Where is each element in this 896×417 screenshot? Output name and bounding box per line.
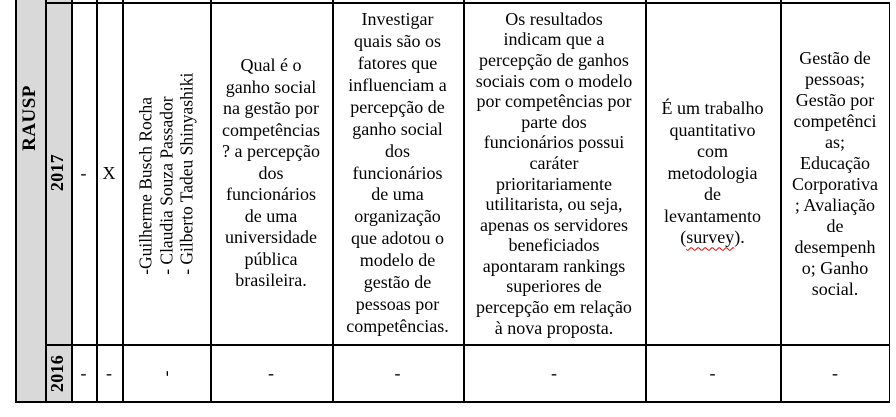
cell-2016-dash-4 — [210, 345, 332, 401]
cell-2016-dash-1 — [71, 345, 96, 401]
authors-rotated-block — [135, 72, 197, 274]
table-border-top — [45, 2, 890, 4]
cell-year-2017 — [45, 0, 71, 344]
cell-2017-authors — [122, 2, 210, 345]
cell-2017-dash-mark — [71, 2, 96, 345]
table-border-vertical — [780, 0, 782, 403]
table-border-vertical — [645, 0, 647, 403]
table-border-vertical — [463, 0, 465, 403]
methodology-text: É um trabalho quantitativo com metodologia de levantamento (survey). — [661, 98, 764, 248]
cell-journal — [15, 0, 45, 401]
dash-mark: - — [80, 163, 87, 183]
dash-mark: - — [80, 362, 87, 383]
cell-2016-dash-7 — [645, 345, 780, 401]
cell-2016-dash-5 — [332, 345, 463, 401]
table-border-vertical — [96, 0, 98, 403]
cell-2016-authors-dash — [122, 345, 210, 401]
table-border-vertical — [889, 2, 891, 403]
cell-2016-dash-2 — [96, 345, 122, 401]
dash-mark: - — [268, 362, 274, 383]
rotated-dash-mark: - — [155, 370, 176, 376]
objective-text: Investigar quais são os fatores que influenciam a percepção de ganho social dos funcionários de uma organização que adotou o modelo de gestão de pessoas por competências. — [346, 9, 449, 336]
authors-list: -Guilherme Busch Rocha - Claudia Souza Passador - Gilberto Tadeu Shinyashiki — [135, 72, 197, 275]
table-border-vertical — [332, 0, 334, 403]
journal-label: RAUSP — [19, 85, 40, 151]
dash-mark: - — [394, 362, 401, 383]
table-border-vertical — [122, 0, 124, 403]
dash-mark: - — [551, 362, 557, 383]
research-question-text: Qual é o ganho social na gestão por competências ? a percepção dos funcionários de uma universidade pública brasileira. — [222, 55, 320, 291]
cell-2017-research-question — [210, 2, 332, 345]
cell-2017-objective — [332, 2, 463, 345]
table-row-separator — [45, 344, 890, 346]
cell-2017-methodology — [645, 2, 780, 345]
dash-mark: - — [709, 362, 716, 383]
year-2016-label: 2016 — [47, 354, 68, 392]
table-border-vertical — [15, 0, 17, 403]
x-mark: X — [102, 163, 116, 183]
year-2017-label: 2017 — [47, 153, 68, 191]
table-border-vertical — [210, 0, 212, 403]
cell-2017-keywords — [780, 2, 890, 345]
cell-2017-results — [463, 2, 645, 345]
table-border-bottom — [15, 401, 890, 404]
table-border-vertical — [71, 0, 73, 403]
dash-mark: - — [832, 362, 838, 383]
keywords-text: Gestão de pessoas; Gestão por competênci as; Educação Corporativa ; Avaliação de desempenh o; Ganho social. — [792, 47, 878, 299]
cell-2016-dash-6 — [463, 345, 645, 401]
cell-2017-x-mark — [96, 2, 122, 345]
dash-mark: - — [106, 362, 112, 383]
cell-2016-dash-8 — [780, 345, 890, 401]
results-text: Os resultados indicam que a percepção de ganhos sociais com o modelo por competências por parte dos funcionários possui caráter prioritariamente utilitarista, ou seja, apenas os servidores beneficiados apontaram rankings superiores de percepção em relação à nova proposta. — [475, 8, 633, 338]
cell-year-2016 — [45, 345, 71, 401]
table-border-vertical — [45, 0, 47, 403]
